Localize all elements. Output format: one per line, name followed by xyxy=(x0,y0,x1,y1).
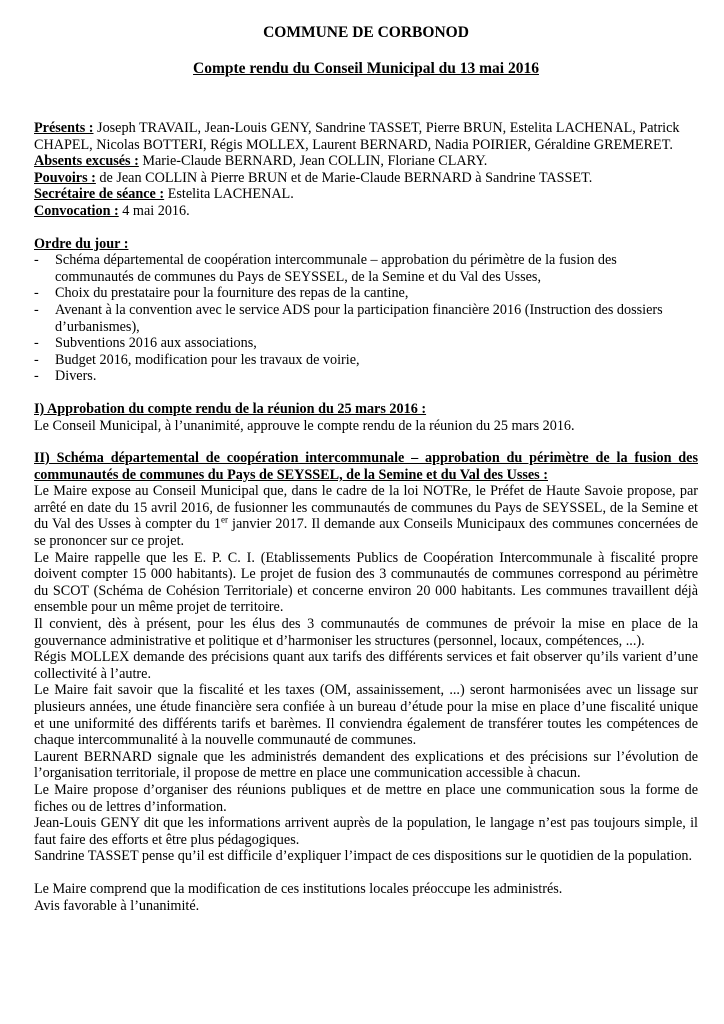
section-1 xyxy=(34,401,698,434)
closing-line: Le Maire comprend que la modification de ces institutions locales préoccupe les administrés. xyxy=(34,880,563,897)
list-dash: - xyxy=(34,301,39,318)
agenda-item-text: Schéma départemental de coopération intercommunale – approbation du périmètre de la fusion des communautés de communes du Pays de SEYSSEL, de la Semine et du Val des Usses, xyxy=(55,252,617,285)
agenda-item xyxy=(34,352,698,369)
agenda-item-text: Divers. xyxy=(55,368,97,385)
section-2-paragraph: Régis MOLLEX demande des précisions quant aux tarifs des différents services et fait observer qu’ils varient d’une collectivité à l’autre. xyxy=(34,649,698,682)
presents-text: Joseph TRAVAIL, Jean-Louis GENY, Sandrine TASSET, Pierre BRUN, Estelita LACHENAL, Patrick CHAPEL, Nicolas BOTTERI, Régis MOLLEX, Laurent BERNARD, Nadia POIRIER, Géraldine GREMERET. xyxy=(34,120,680,153)
agenda-item xyxy=(34,302,698,335)
convocation-label: Convocation : xyxy=(34,202,119,219)
agenda-item-text: Avenant à la convention avec le service ADS pour la participation financière 2016 (Instruction des dossiers d’urbanismes), xyxy=(55,301,663,335)
agenda-item xyxy=(34,285,698,302)
commune-title: COMMUNE DE CORBONOD xyxy=(263,24,469,41)
section-2-p1-before: Le Maire expose au Conseil Municipal que, dans le cadre de la loi NOTRe, le Préfet de Haute Savoie propose, par arrêté en date du 15 avril 2016, de fusionner les communautés de communes du Pays de SEYSSEL, de la Semine et du Val des Usses à compter du 1 xyxy=(34,483,698,533)
pouvoirs-text: de Jean COLLIN à Pierre BRUN et de Marie-Claude BERNARD à Sandrine TASSET. xyxy=(95,169,593,186)
page-title: Compte rendu du Conseil Municipal du 13 mai 2016 xyxy=(193,60,539,77)
agenda-heading: Ordre du jour : xyxy=(34,235,129,252)
section-2-p1-sup: er xyxy=(221,514,228,525)
section-1-text: Le Conseil Municipal, à l’unanimité, approuve le compte rendu de la réunion du 25 mars 2016. xyxy=(34,417,575,434)
list-dash: - xyxy=(34,252,39,269)
absents-text: Marie-Claude BERNARD, Jean COLLIN, Floriane CLARY. xyxy=(138,153,488,170)
pouvoirs-label: Pouvoirs : xyxy=(34,169,96,186)
agenda-item xyxy=(34,252,698,285)
section-2-paragraph: Laurent BERNARD signale que les administrés demandent des explications et des précisions sur l’évolution de l’organisation territoriale, il propose de mettre en place une communication accessible à chacun. xyxy=(34,748,698,782)
section-2-closing xyxy=(34,881,698,914)
agenda-item xyxy=(34,368,698,385)
absents-line xyxy=(34,153,698,170)
pouvoirs-line xyxy=(34,170,698,187)
agenda-block xyxy=(34,236,698,385)
section-2-paragraph xyxy=(34,483,698,549)
section-1-heading: I) Approbation du compte rendu de la réunion du 25 mars 2016 : xyxy=(34,400,427,417)
section-2-paragraph: Il convient, dès à présent, pour les élus des 3 communautés de communes de prévoir la mise en place de la gouvernance administrative et politique et d’harmoniser les structures (personnel, locaux, compétences, ...). xyxy=(34,616,698,649)
section-2-paragraph: Le Maire fait savoir que la fiscalité et les taxes (OM, assainissement, ...) seront harmonisées avec un lissage sur plusieurs années, une étude financière sera confiée à un bureau d’étude pour la mise en place d’une fiscalité unique et une uniformité des différents tarifs et barèmes. Il conviendra également de transférer toutes les compétences de chaque intercommunalité à la nouvelle communauté de communes. xyxy=(34,682,698,749)
section-2-p1-after: janvier 2017. Il demande aux Conseils Municipaux des communes concernées de se prononcer sur ce projet. xyxy=(34,516,698,550)
secretaire-text: Estelita LACHENAL. xyxy=(164,186,294,203)
closing-line: Avis favorable à l’unanimité. xyxy=(34,897,200,914)
agenda-item-text: Subventions 2016 aux associations, xyxy=(55,335,257,352)
agenda-item xyxy=(34,335,698,352)
section-2-paragraph: Jean-Louis GENY dit que les informations arrivent auprès de la population, le langage n’est pas toujours simple, il faut faire des efforts et être plus pédagogiques. xyxy=(34,815,698,848)
convocation-line xyxy=(34,203,698,220)
attendance-block xyxy=(34,120,698,220)
section-2-paragraph: Le Maire propose d’organiser des réunions publiques et de mettre en place une communication sous la forme de fiches ou de lettres d’information. xyxy=(34,781,698,815)
absents-label: Absents excusés : xyxy=(34,153,139,170)
section-2 xyxy=(34,450,698,865)
agenda-item-text: Budget 2016, modification pour les travaux de voirie, xyxy=(55,351,360,368)
list-dash: - xyxy=(34,285,39,302)
presents-label: Présents : xyxy=(34,120,94,136)
list-dash: - xyxy=(34,368,39,385)
list-dash: - xyxy=(34,351,39,368)
list-dash: - xyxy=(34,335,39,352)
secretaire-line xyxy=(34,186,698,203)
convocation-text: 4 mai 2016. xyxy=(118,202,190,219)
agenda-list xyxy=(34,252,698,385)
agenda-item-text: Choix du prestataire pour la fourniture des repas de la cantine, xyxy=(55,285,409,302)
presents-line xyxy=(34,120,698,153)
section-2-paragraph: Sandrine TASSET pense qu’il est difficile d’expliquer l’impact de ces dispositions sur le quotidien de la population. xyxy=(34,848,693,865)
secretaire-label: Secrétaire de séance : xyxy=(34,186,165,203)
section-2-heading: II) Schéma départemental de coopération intercommunale – approbation du périmètre de la fusion des communautés de communes du Pays de SEYSSEL, de la Semine et du Val des Usses : xyxy=(34,450,698,483)
section-2-paragraph: Le Maire rappelle que les E. P. C. I. (Etablissements Publics de Coopération Intercommunale à fiscalité propre doivent compter 15 000 habitants). Le projet de fusion des 3 communautés de communes correspond au périmètre du SCOT (Schéma de Cohésion Territoriale) et concerne environ 20 000 habitants. Les communes travaillent déjà ensemble pour un même projet de territoire. xyxy=(34,549,698,616)
